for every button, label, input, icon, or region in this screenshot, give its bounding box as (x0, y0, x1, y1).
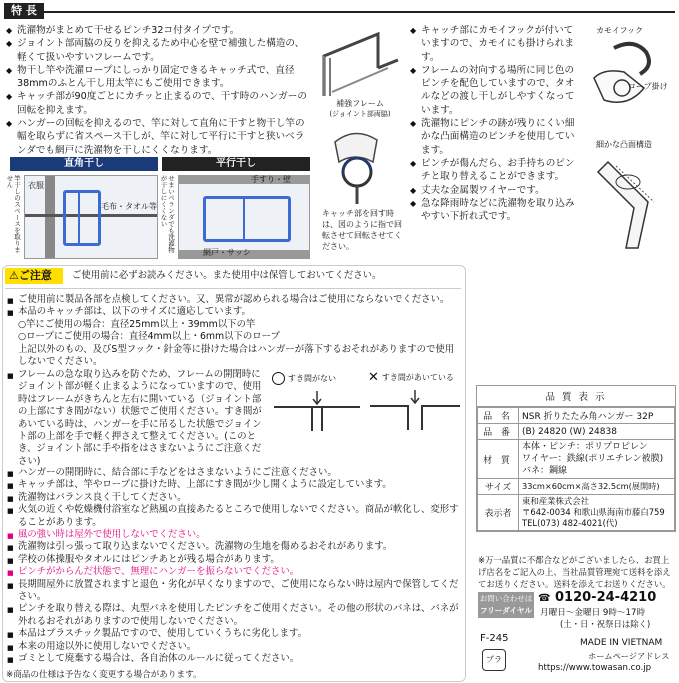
joint-closed-icon (272, 385, 362, 433)
frame-icon (318, 28, 402, 98)
notice-header-text: ご使用前に必ずお読みください。また使用中は保管しておいてください。 (72, 270, 382, 281)
frame-illustration (318, 28, 402, 98)
quality-value: 本体・ピンチ：ポリプロピレン ワイヤー：鉄線(ポリエチレン被膜) バネ：鋼線 (519, 440, 675, 479)
contact-hours: 月曜日～金曜日 9時～17時 (540, 608, 646, 618)
notice-footer: ※商品の仕様は予告なく変更する場合があります。 (6, 670, 202, 680)
joint-open-icon (368, 384, 462, 432)
features-rule (44, 11, 675, 13)
feature-item: ◆ 急な降雨時などに洗濯物を取り込みやすい下折れ式です。 (410, 197, 580, 224)
notice-item: ■ ピンチを取り替える際は、丸型バネを使用したピンチをご使用ください。その他の形状のバネは、バネが外れるおそれがありますので使用しないでください。 (7, 603, 459, 628)
parallel-label-wall: 手すり・壁 (251, 175, 291, 184)
quality-table (476, 385, 676, 532)
notice-item: ■ 学校の体操服やタオルにはピンチあとが残る場合があります。 (7, 554, 459, 566)
notice-item: 上記以外のもの、及びS型フック・針金等に掛けた場合はハンガーが落下するおそれがありますので使用しないでください。 (18, 343, 455, 368)
plastic-recycle-icon: プラ (482, 649, 506, 671)
website-link[interactable]: https://www.towasan.co.jp (538, 663, 652, 673)
contact-notice: ※万一品質に不都合などがございましたら、お買上げ店名をご記入の上、当社品質管理宛て送料を添えてお送りください。送料を添えてお送りください。 (478, 555, 671, 589)
feature-item: ◆ キャッチ部にカモイフックが付いていますので、カモイにも掛けられます。 (410, 24, 580, 64)
notice-item: ○竿にご使用の場合：直径25mm以上・39mm以下の竿 (18, 318, 256, 330)
feature-item: ◆ 丈夫な金属製ワイヤーです。 (410, 184, 580, 197)
quality-value-company: 東和産業株式会社 〒642-0034 和歌山県海南市藤白759 TEL(073) 482-4021(代) (519, 495, 675, 531)
warning-icon: ⚠ (9, 269, 19, 282)
right-angle-diagram (5, 157, 158, 259)
phone-number[interactable]: ☎ 0120-24-4210 (538, 590, 657, 605)
notice-list-bottom (7, 467, 459, 666)
notice-item: ○ロープにご使用の場合：直径4mm以上・6mm以下のロープ (18, 331, 280, 343)
gap-ok-illustration (272, 372, 364, 436)
feature-item: ◆ ハンガーの回転を抑えるので、竿に対して直角に干すと物干し竿の幅を取らずに省スペース干しが、竿に対して平行に干すと狭いベランダでも網戸に洗濯物を干しにくくなります。 (6, 117, 310, 157)
notice-item: ■ 洗濯物は引っ張って取り込まないでください。洗濯物の生地を傷めるおそれがあります。 (7, 541, 459, 553)
right-angle-side-text: 竿干しのスペースを取りません (5, 175, 21, 253)
kamoi-label: カモイフック (596, 26, 643, 35)
notice-title: ⚠ご注意 (5, 268, 63, 284)
rope-label: ロープ掛け (628, 82, 668, 91)
notice-item-warning: ■ 風の強い時は屋外で使用しないでください。 (7, 529, 459, 541)
parallel-label-screen: 網戸・サッシ (203, 248, 251, 257)
quality-key: 品 名 (478, 408, 519, 424)
features-col1 (6, 24, 310, 157)
notice-item-joint (7, 369, 269, 468)
ng-cross-icon: ✕ (368, 370, 379, 385)
notice-item: ■ ゴミとして廃棄する場合は、各自治体のルールに従ってください。 (7, 653, 459, 665)
notice-item: ■ ハンガーの開閉時に、結合部に手などをはさまないようにご注意ください。 (7, 467, 459, 479)
product-code: F-245 (480, 633, 509, 644)
notice-item: ■ 本品のキャッチ部は、以下のサイズに適応しています。 (7, 306, 459, 318)
notice-item: ■ 火気の近くや乾燥機付浴室など熱風の直接あたるところで使用しないでください。商品が軟化し、変形することがあります。 (7, 504, 459, 529)
notice-item: ■ ご使用前に製品各部を点検してください。又、異常が認められる場合はご使用にならないでください。 (7, 294, 459, 306)
feature-item: ◆ フレームの対向する場所に同じ色のピンチを配色していますので、タオルなどの渡し干しがしやすくなっています。 (410, 64, 580, 117)
quality-key: 材 質 (478, 440, 519, 479)
feature-item: ◆ ジョイント部両脇の反りを抑えるため中心を壁で補強した構造の、軽くて扱いやすいフレームです。 (6, 37, 310, 64)
contact-hours-note: (土・日・祝祭日は除く) (560, 619, 651, 629)
catch-note: キャッチ部を回す時は、図のように指で回転させて回転させてください。 (322, 209, 402, 251)
right-angle-illustration (24, 175, 158, 259)
features-title: 特 長 (4, 3, 44, 19)
notice-item: ■ 本来の用途以外に使用しないでください。 (7, 641, 459, 653)
notice-list-top (7, 294, 459, 368)
quality-key: 表示者 (478, 495, 519, 531)
notice-divider (5, 288, 461, 289)
freedial-icon: ☎ (538, 593, 551, 604)
pinch-illustration (588, 152, 676, 252)
notice-item: ■ 本品はプラスチック製品ですので、使用していくうちに劣化します。 (7, 628, 459, 640)
gap-ng-label: すき間があいている (381, 373, 454, 382)
pinch-icon (588, 152, 676, 252)
catch-illustration (325, 122, 395, 206)
made-in: MADE IN VIETNAM (580, 638, 663, 648)
features-col3 (410, 24, 580, 223)
notice-item-warning: ■ ピンチがからんだ状態で、無理にハンガーを振らないでください。 (7, 566, 459, 578)
right-angle-label-towel: 毛布・タオル等 (101, 202, 157, 211)
gap-ok-label: すき間がない (288, 373, 336, 383)
parallel-illustration (178, 175, 310, 259)
feature-item: ◆ キャッチ部が90度ごとにカチッと止まるので、干す時のハンガーの回転を抑えます。 (6, 90, 310, 117)
quality-title: 品 質 表 示 (477, 386, 675, 407)
quality-key: 品 番 (478, 424, 519, 440)
hook-icon (584, 38, 676, 118)
parallel-title: 平行干し (162, 157, 310, 171)
gap-ng-illustration (368, 372, 464, 436)
url-label: ホームページアドレス (588, 651, 670, 661)
quality-key: サイズ (478, 479, 519, 495)
parallel-side-text: せまいベランダでも洗濯物が干しにくくない (159, 175, 175, 253)
right-angle-label-clothes: 衣服 (28, 181, 44, 190)
feature-item: ◆ 洗濯物がまとめて干せるピンチ32コ付タイプです。 (6, 24, 310, 37)
notice-item: ■ キャッチ部は、竿やロープに掛けた時、上部にすき間が少し開くように設定しています。 (7, 479, 459, 491)
hand-rotate-icon (325, 122, 395, 206)
notice-item: ■ フレームの急な取り込みを防ぐため、フレームの開閉時にジョイント部が軽く止まるようになっていますので、使用時はフレームがきちんと左右に開いている（ジョイント部の上部にすき間がない）状態でご使用ください。すき間があいている時は、ハンガーを手に吊るした状態でジョイント部の上部を手で軽く押さえて整えてください。(このとき、ジョイント部に手や指をはさまないようにご注意ください) (7, 369, 269, 468)
notice-item: ■ 洗濯物はバランス良く干してください。 (7, 492, 459, 504)
quality-value: (B) 24820 (W) 24838 (519, 424, 675, 440)
frame-label: 補強フレーム (336, 99, 384, 108)
quality-value: 33cm×60cm×高さ32.5cm(展開時) (519, 479, 675, 495)
feature-item: ◆ ピンチが傷んだら、お手持ちのピンチと取り替えることができます。 (410, 157, 580, 184)
freedial-badge (478, 592, 534, 618)
quality-value: NSR 折りたたみ角ハンガー 32P (519, 408, 675, 424)
freedial-badge-line1: お問い合わせは (479, 594, 533, 603)
feature-item: ◆ 洗濯物にピンチの跡が残りにくい細かな凸面構造のピンチを使用しています。 (410, 117, 580, 157)
hook-illustration (584, 38, 676, 118)
ok-circle-icon (272, 372, 285, 385)
frame-sublabel: (ジョイント部両脇) (329, 110, 391, 118)
notice-item: ■ 長期間屋外に放置されますと退色・劣化が早くなりますので、ご使用にならない時は屋内で保管してください。 (7, 579, 459, 604)
pinch-label: 細かな凸面構造 (596, 140, 652, 149)
right-angle-title: 直角干し (10, 157, 158, 171)
parallel-diagram (159, 157, 310, 259)
feature-item: ◆ 物干し竿や洗濯ロープにしっかり固定できるキャッチ式で、直径38mmのふとん干し用太竿にもご使用できます。 (6, 64, 310, 91)
freedial-badge-line2: フリーダイヤル (480, 606, 532, 615)
